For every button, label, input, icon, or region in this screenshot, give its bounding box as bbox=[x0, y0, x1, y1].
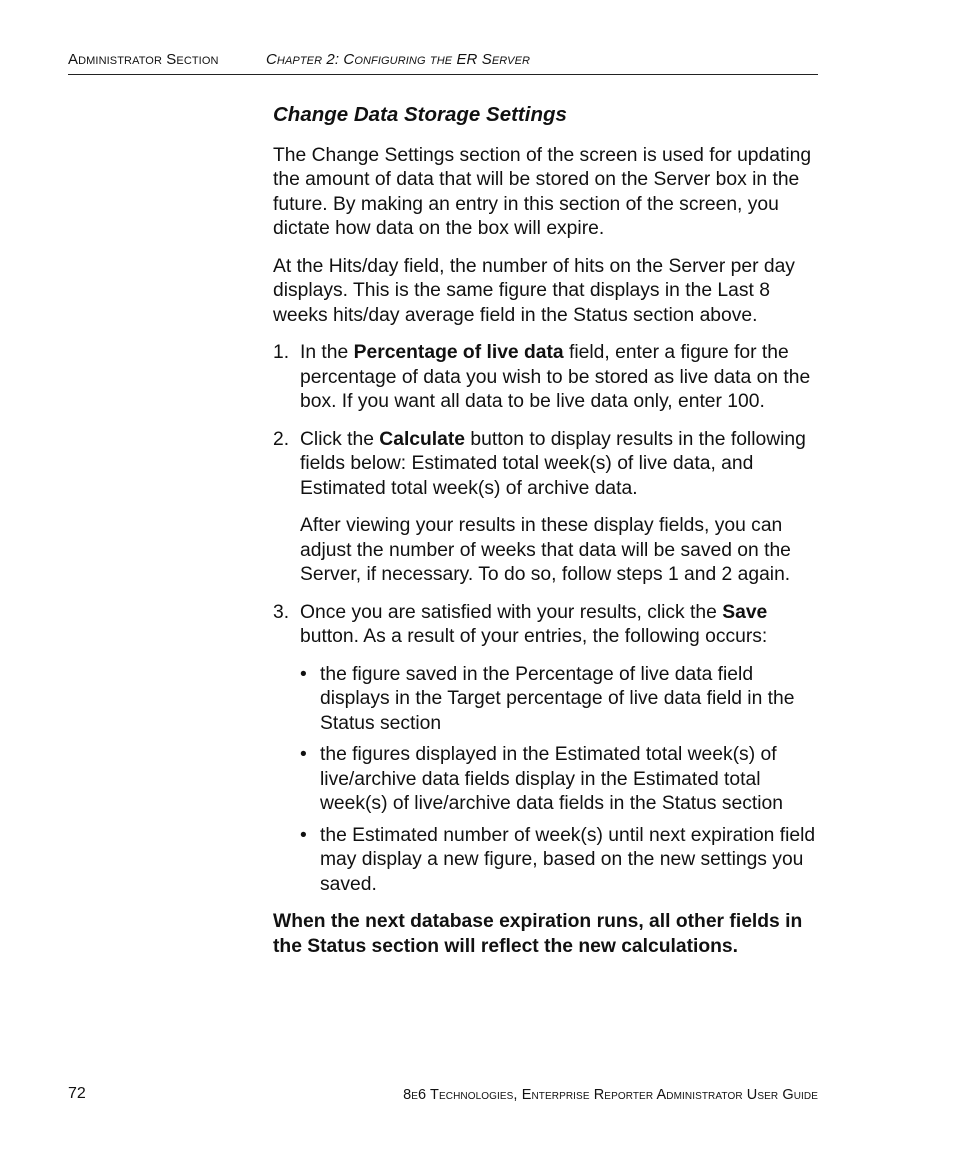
step-text-pre: Click the bbox=[300, 428, 380, 450]
intro-paragraph: The Change Settings section of the screen is used for updating the amount of data that will be stored on the Server box in the future. By making an entry in this section of the screen, you dictate how data on the box will expire. bbox=[273, 144, 812, 239]
section-title: Change Data Storage Settings bbox=[273, 103, 567, 126]
field-name-percentage-of-live-data: Percentage of live data bbox=[353, 342, 564, 363]
step-item-3 bbox=[273, 601, 821, 898]
results-bullet-list bbox=[300, 663, 821, 898]
step-text-post: button to display results in the following fields below: Estimated total week(s) of live data, and Estimated total week(s) of archive data. bbox=[300, 428, 806, 499]
page-number: 72 bbox=[68, 1085, 86, 1102]
bullet-icon: • bbox=[300, 824, 307, 846]
step-text bbox=[300, 428, 821, 502]
footer-guide-title: 8e6 Technologies, Enterprise Reporter Administrator User Guide bbox=[403, 1087, 818, 1103]
expiration-note: When the next database expiration runs, all other fields in the Status section will reflect the new calculations. bbox=[273, 911, 803, 957]
running-header bbox=[68, 50, 818, 75]
step-text-pre: Once you are satisfied with your results, click the bbox=[300, 601, 723, 623]
main-content bbox=[273, 100, 821, 978]
button-name-save: Save bbox=[722, 601, 768, 623]
bullet-item bbox=[300, 743, 821, 817]
step-text-post: button. As a result of your entries, the following occurs: bbox=[300, 626, 768, 647]
step-item-1 bbox=[273, 341, 821, 415]
step-text-post: field, enter a figure for the percentage of data you wish to be stored as live data on the box. If you want all data to be live data only, enter 100. bbox=[300, 342, 811, 412]
bullet-item bbox=[300, 663, 821, 737]
step-text-pre: In the bbox=[300, 342, 354, 363]
bullet-icon: • bbox=[300, 744, 307, 765]
header-section-label: Administrator Section bbox=[68, 51, 219, 68]
bullet-text: the Estimated number of week(s) until next expiration field may display a new figure, based on the new settings you saved. bbox=[320, 824, 816, 895]
step-text bbox=[300, 601, 821, 650]
bullet-text: the figure saved in the Percentage of live data field displays in the Target percentage of live data field in the Status section bbox=[320, 663, 795, 734]
step-number: 2. bbox=[273, 428, 290, 450]
step-number: 3. bbox=[273, 601, 290, 623]
button-name-calculate: Calculate bbox=[379, 428, 466, 450]
step-text bbox=[300, 341, 821, 415]
step-number: 1. bbox=[273, 342, 290, 363]
bullet-item bbox=[300, 824, 821, 898]
bullet-text: the figures displayed in the Estimated total week(s) of live/archive data fields display in the Estimated total week(s) of live/archive data fields in the Status section bbox=[320, 744, 783, 814]
hits-paragraph: At the Hits/day field, the number of hits on the Server per day displays. This is the same figure that displays in the Last 8 weeks hits/day average field in the Status section above. bbox=[273, 255, 795, 326]
step-follow-paragraph: After viewing your results in these display fields, you can adjust the number of weeks that data will be saved on the Server, if necessary. To do so, follow steps 1 and 2 again. bbox=[300, 515, 791, 585]
header-chapter-label: Chapter 2: Configuring the ER Server bbox=[266, 51, 531, 68]
steps-list bbox=[273, 341, 821, 897]
step-item-2 bbox=[273, 428, 821, 588]
bullet-icon: • bbox=[300, 663, 307, 685]
